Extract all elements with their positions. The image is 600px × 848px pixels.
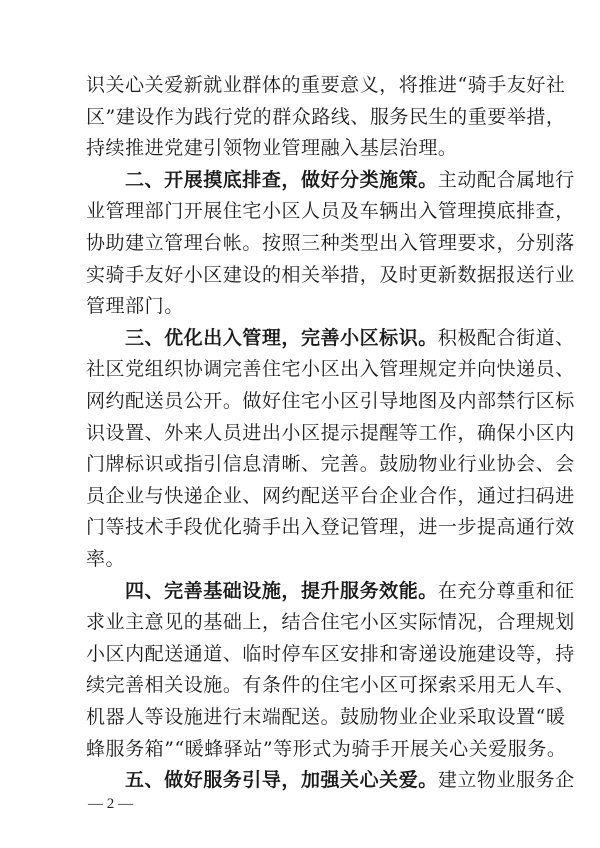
text-line: 管理部门。 xyxy=(86,295,184,318)
paragraph-first-line xyxy=(125,767,575,793)
section-heading: 三、优化出入管理，完善小区标识。 xyxy=(125,326,438,349)
text-fragment: 主动配合属地行 xyxy=(437,168,575,191)
text-line: 业管理部门开展住宅小区人员及车辆出入管理摸底排查， xyxy=(86,200,575,223)
text-line: 社区党组织协调完善住宅小区出入管理规定并向快递员、 xyxy=(86,358,575,381)
text-line: 门牌标识或指引信息清晰、完善。鼓励物业行业协会、会 xyxy=(86,453,575,476)
text-line: 识关心关爱新就业群体的重要意义，将推进“骑手友好社 xyxy=(86,74,566,96)
text-fragment: 积极配合街道、 xyxy=(437,326,575,349)
page-number: — 2 — xyxy=(88,796,133,812)
paragraph-first-line xyxy=(125,167,575,193)
section-heading: 二、开展摸底排查，做好分类施策。 xyxy=(125,168,438,191)
text-fragment: 建立物业服务企 xyxy=(437,769,575,792)
text-line: 机器人等设施进行末端配送。鼓励物业企业采取设置“暖 xyxy=(86,706,566,728)
text-line: 求业主意见的基础上，结合住宅小区实际情况，合理规划 xyxy=(86,611,575,634)
text-line: 续完善相关设施。有条件的住宅小区可探索采用无人车、 xyxy=(86,674,575,697)
section-heading: 五、做好服务引导，加强关心关爱。 xyxy=(125,769,438,792)
text-line: 网约配送员公开。做好住宅小区引导地图及内部禁行区标 xyxy=(86,390,575,412)
text-fragment: 在充分尊重和征 xyxy=(437,579,575,602)
text-line: 实骑手友好小区建设的相关举措，及时更新数据报送行业 xyxy=(86,263,575,286)
text-line: 小区内配送通道、临时停车区安排和寄递设施建设等，持 xyxy=(86,642,575,665)
text-line: 率。 xyxy=(86,548,126,570)
text-line: 门等技术手段优化骑手出入登记管理，进一步提高通行效 xyxy=(86,516,575,539)
paragraph-first-line xyxy=(125,325,575,351)
text-line: 员企业与快递企业、网约配送平台企业合作，通过扫码进 xyxy=(86,484,575,507)
text-line: 持续推进党建引领物业管理融入基层治理。 xyxy=(86,137,458,160)
paragraph-first-line xyxy=(125,578,575,604)
text-line: 区”建设作为践行党的群众路线、服务民生的重要举措， xyxy=(86,105,566,128)
text-line: 识设置、外来人员进出小区提示提醒等工作，确保小区内 xyxy=(86,421,575,444)
text-line: 蜂服务箱”“暖蜂驿站”等形式为骑手开展关心关爱服务。 xyxy=(86,737,567,760)
section-heading: 四、完善基础设施，提升服务效能。 xyxy=(125,579,438,602)
text-line: 协助建立管理台帐。按照三种类型出入管理要求，分别落 xyxy=(86,232,575,254)
